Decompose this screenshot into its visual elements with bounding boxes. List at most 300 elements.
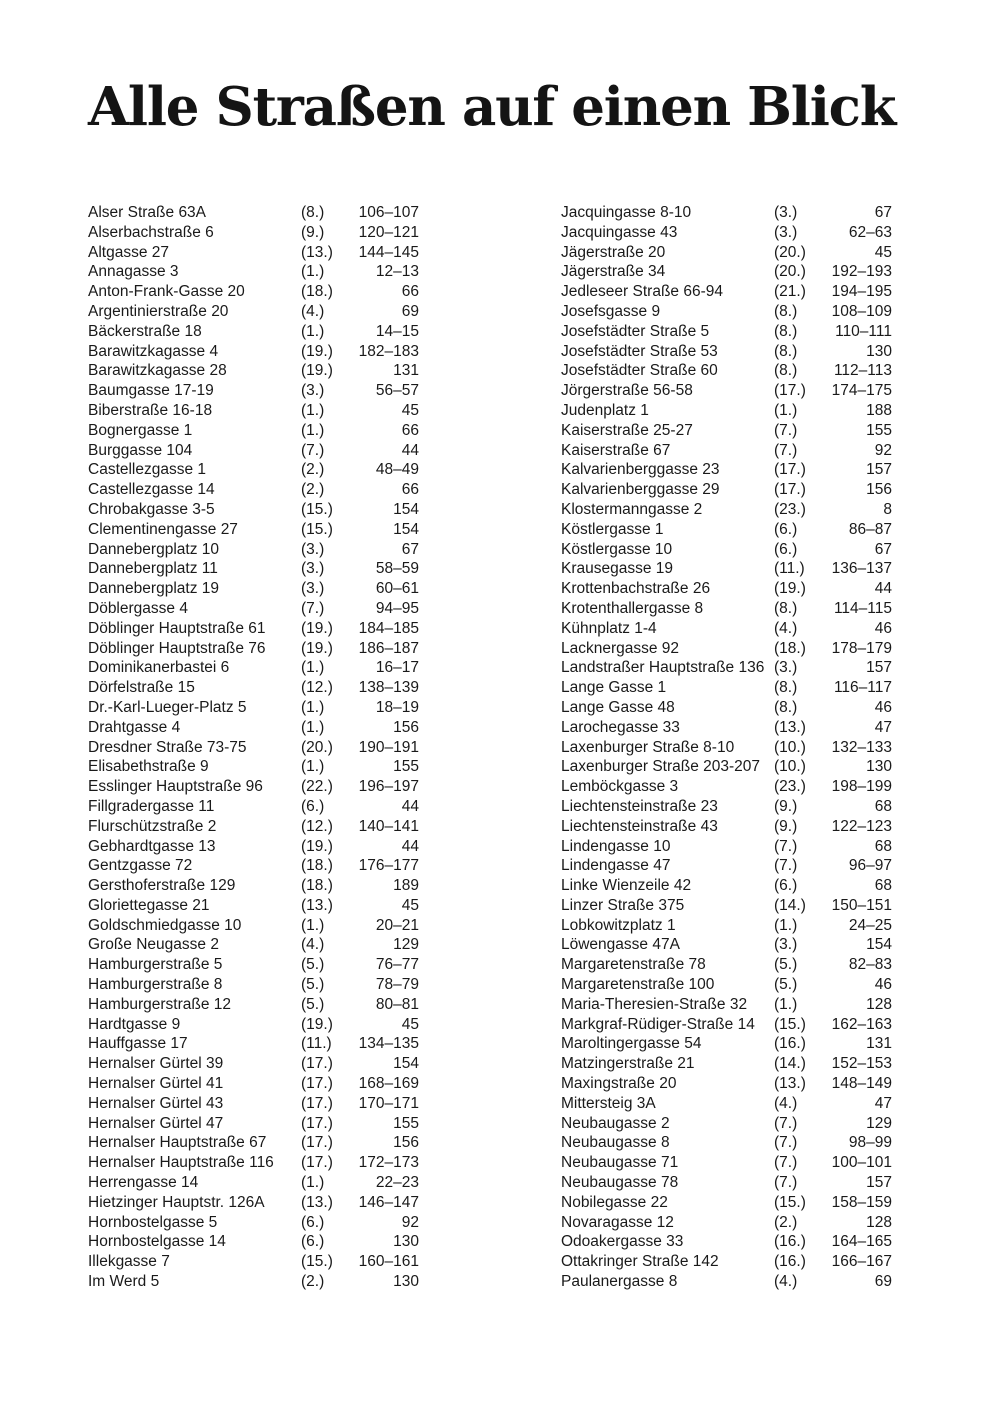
page-reference: 45	[874, 243, 892, 261]
district-number: (3.)	[774, 936, 798, 954]
street-index-row	[88, 1213, 419, 1233]
page-reference: 157	[866, 1174, 892, 1192]
street-name: Barawitzkagasse 4	[88, 342, 219, 360]
street-index-row	[561, 500, 892, 520]
district-number: (7.)	[774, 1174, 798, 1192]
street-index-row	[561, 896, 892, 916]
page-reference: 68	[874, 797, 892, 815]
street-name: Judenplatz 1	[561, 401, 649, 419]
street-name: Herrengasse 14	[88, 1174, 199, 1192]
street-name: Annagasse 3	[88, 263, 179, 281]
street-name: Köstlergasse 10	[561, 540, 673, 558]
street-index-row	[561, 460, 892, 480]
district-number: (1.)	[774, 401, 798, 419]
street-name: Hernalser Gürtel 39	[88, 1055, 224, 1073]
district-number: (3.)	[774, 223, 798, 241]
street-index-row	[561, 243, 892, 263]
district-number: (18.)	[301, 857, 333, 875]
street-index-row	[88, 678, 419, 698]
street-index-row	[88, 619, 419, 639]
street-index-row	[88, 639, 419, 659]
street-name: Illekgasse 7	[88, 1253, 170, 1271]
street-name: Dannebergplatz 11	[88, 560, 218, 578]
street-name: Lobkowitzplatz 1	[561, 916, 676, 934]
page-reference: 184–185	[358, 619, 419, 637]
page-reference: 154	[393, 500, 419, 518]
street-name: Mittersteig 3A	[561, 1094, 656, 1112]
street-name: Jedleseer Straße 66-94	[561, 283, 723, 301]
district-number: (15.)	[301, 520, 333, 538]
street-index-row	[561, 1193, 892, 1213]
street-index-row	[561, 1034, 892, 1054]
page-reference: 18–19	[375, 698, 419, 716]
street-name: Novaragasse 12	[561, 1213, 674, 1231]
district-number: (20.)	[301, 738, 333, 756]
street-index-row	[88, 1094, 419, 1114]
street-name: Bäckerstraße 18	[88, 322, 202, 340]
street-name: Lemböckgasse 3	[561, 778, 679, 796]
street-name: Neubaugasse 71	[561, 1154, 679, 1172]
street-index-row	[88, 1114, 419, 1134]
district-number: (6.)	[301, 797, 325, 815]
district-number: (4.)	[301, 302, 325, 320]
street-index-row	[88, 579, 419, 599]
street-index-row	[561, 658, 892, 678]
street-index-row	[88, 559, 419, 579]
street-index-row	[561, 322, 892, 342]
street-name: Margaretenstraße 100	[561, 976, 715, 994]
street-index-row	[561, 1094, 892, 1114]
district-number: (8.)	[774, 698, 798, 716]
street-name: Lindengasse 10	[561, 837, 671, 855]
street-name: Maria-Theresien-Straße 32	[561, 995, 748, 1013]
district-number: (1.)	[301, 401, 325, 419]
district-number: (16.)	[774, 1035, 806, 1053]
district-number: (18.)	[301, 283, 333, 301]
street-index-row	[88, 777, 419, 797]
district-number: (1.)	[301, 916, 325, 934]
street-index-row	[88, 1232, 419, 1252]
district-number: (8.)	[774, 362, 798, 380]
page-reference: 188	[866, 401, 892, 419]
district-number: (3.)	[301, 540, 325, 558]
street-name: Larochegasse 33	[561, 718, 680, 736]
street-index-row	[88, 1034, 419, 1054]
street-name: Lange Gasse 1	[561, 679, 667, 697]
district-number: (5.)	[301, 995, 325, 1013]
street-name: Ottakringer Straße 142	[561, 1253, 719, 1271]
district-number: (4.)	[774, 619, 798, 637]
page-reference: 108–109	[831, 302, 892, 320]
street-name: Lindengasse 47	[561, 857, 671, 875]
district-number: (6.)	[774, 520, 798, 538]
district-number: (9.)	[774, 817, 798, 835]
page-reference: 92	[874, 441, 892, 459]
district-number: (13.)	[301, 896, 333, 914]
district-number: (11.)	[774, 560, 805, 578]
street-name: Markgraf-Rüdiger-Straße 14	[561, 1015, 755, 1033]
street-name: Dominikanerbastei 6	[88, 659, 230, 677]
street-name: Burggasse 104	[88, 441, 193, 459]
street-name: Paulanergasse 8	[561, 1273, 678, 1291]
page-reference: 128	[866, 1213, 892, 1231]
district-number: (17.)	[301, 1055, 333, 1073]
page-reference: 156	[393, 1134, 419, 1152]
district-number: (18.)	[301, 877, 333, 895]
page-reference: 47	[874, 1094, 892, 1112]
street-index-row	[561, 1232, 892, 1252]
street-index-row	[88, 460, 419, 480]
district-number: (20.)	[774, 243, 806, 261]
page-reference: 160–161	[358, 1253, 419, 1271]
district-number: (19.)	[774, 580, 806, 598]
street-name: Josefstädter Straße 60	[561, 362, 718, 380]
street-index-row	[88, 520, 419, 540]
street-index-row	[561, 1213, 892, 1233]
street-name: Kalvarienberggasse 23	[561, 461, 720, 479]
street-name: Neubaugasse 2	[561, 1114, 670, 1132]
street-index-row	[88, 302, 419, 322]
street-name: Klostermanngasse 2	[561, 500, 703, 518]
page-reference: 129	[866, 1114, 892, 1132]
district-number: (16.)	[774, 1233, 806, 1251]
street-index-row	[88, 1054, 419, 1074]
page-reference: 110–111	[835, 322, 892, 340]
district-number: (17.)	[301, 1134, 333, 1152]
district-number: (15.)	[301, 1253, 333, 1271]
district-number: (19.)	[301, 1015, 333, 1033]
street-index-row	[88, 243, 419, 263]
street-index-row	[561, 1153, 892, 1173]
page-reference: 67	[401, 540, 419, 558]
street-index-row	[561, 856, 892, 876]
street-index-row	[561, 223, 892, 243]
page-reference: 44	[874, 580, 892, 598]
street-name: Maroltingergasse 54	[561, 1035, 702, 1053]
district-number: (6.)	[301, 1213, 325, 1231]
page-reference: 154	[393, 1055, 419, 1073]
page-reference: 130	[393, 1273, 419, 1291]
page-reference: 12–13	[375, 263, 419, 281]
street-name: Hornbostelgasse 14	[88, 1233, 226, 1251]
street-name: Argentinierstraße 20	[88, 302, 229, 320]
district-number: (2.)	[301, 481, 325, 499]
street-name: Anton-Frank-Gasse 20	[88, 283, 245, 301]
page-reference: 48–49	[375, 461, 419, 479]
district-number: (7.)	[774, 857, 798, 875]
district-number: (4.)	[774, 1094, 798, 1112]
page-reference: 190–191	[358, 738, 419, 756]
street-index-row	[88, 856, 419, 876]
street-name: Hernalser Gürtel 41	[88, 1075, 224, 1093]
district-number: (7.)	[774, 1114, 798, 1132]
district-number: (17.)	[774, 461, 806, 479]
street-name: Dannebergplatz 10	[88, 540, 219, 558]
page-reference: 164–165	[831, 1233, 892, 1251]
street-index-row	[561, 619, 892, 639]
page-reference: 116–117	[833, 679, 892, 697]
page-reference: 67	[874, 540, 892, 558]
page-reference: 148–149	[831, 1075, 892, 1093]
page-reference: 46	[874, 698, 892, 716]
street-index-row	[561, 718, 892, 738]
page-reference: 154	[866, 936, 892, 954]
street-index-row	[88, 480, 419, 500]
page-reference: 16–17	[375, 659, 419, 677]
district-number: (12.)	[301, 817, 333, 835]
page-reference: 66	[401, 283, 419, 301]
district-number: (8.)	[774, 302, 798, 320]
street-index-row	[88, 995, 419, 1015]
district-number: (14.)	[774, 896, 806, 914]
street-index-row	[88, 698, 419, 718]
street-index-row	[88, 322, 419, 342]
street-index-row	[561, 1015, 892, 1035]
street-index-row	[561, 203, 892, 223]
street-name: Josefstädter Straße 53	[561, 342, 718, 360]
page-reference: 157	[866, 461, 892, 479]
district-number: (15.)	[774, 1193, 806, 1211]
district-number: (13.)	[774, 1075, 806, 1093]
street-name: Dannebergplatz 19	[88, 580, 219, 598]
district-number: (7.)	[774, 1154, 798, 1172]
page-reference: 166–167	[831, 1253, 892, 1271]
street-index-row	[88, 896, 419, 916]
street-index-row	[88, 203, 419, 223]
page-reference: 86–87	[848, 520, 892, 538]
street-index-row	[561, 817, 892, 837]
street-index-row	[561, 797, 892, 817]
page-reference: 194–195	[831, 283, 892, 301]
district-number: (1.)	[301, 758, 325, 776]
street-name: Lacknergasse 92	[561, 639, 680, 657]
page-reference: 120–121	[358, 223, 419, 241]
district-number: (1.)	[301, 263, 325, 281]
page-reference: 44	[401, 837, 419, 855]
page-reference: 56–57	[375, 382, 419, 400]
page-reference: 162–163	[831, 1015, 892, 1033]
district-number: (11.)	[301, 1035, 332, 1053]
street-index-row	[561, 1133, 892, 1153]
district-number: (4.)	[774, 1273, 798, 1291]
street-index-row	[88, 718, 419, 738]
page-reference: 80–81	[375, 995, 419, 1013]
page-reference: 154	[393, 520, 419, 538]
street-name: Dörfelstraße 15	[88, 679, 195, 697]
street-index-row	[561, 777, 892, 797]
page-reference: 157	[866, 659, 892, 677]
district-number: (14.)	[774, 1055, 806, 1073]
street-name: Esslinger Hauptstraße 96	[88, 778, 263, 796]
district-number: (13.)	[301, 243, 333, 261]
district-number: (1.)	[301, 322, 325, 340]
street-index-row	[561, 1054, 892, 1074]
street-index-row	[561, 916, 892, 936]
street-index-row	[561, 579, 892, 599]
page-reference: 82–83	[848, 956, 892, 974]
page-reference: 138–139	[358, 679, 419, 697]
street-name: Löwengasse 47A	[561, 936, 680, 954]
street-index-row	[88, 797, 419, 817]
street-index-row	[561, 1074, 892, 1094]
street-name: Bognergasse 1	[88, 421, 193, 439]
page-reference: 131	[393, 362, 419, 380]
street-name: Jägerstraße 20	[561, 243, 666, 261]
district-number: (17.)	[301, 1075, 333, 1093]
page-reference: 192–193	[831, 263, 892, 281]
district-number: (16.)	[774, 1253, 806, 1271]
page-reference: 129	[393, 936, 419, 954]
street-name: Baumgasse 17-19	[88, 382, 214, 400]
street-index-row	[88, 1252, 419, 1272]
street-name: Gentzgasse 72	[88, 857, 193, 875]
page-reference: 186–187	[358, 639, 419, 657]
page-reference: 114–115	[833, 599, 892, 617]
street-name: Margaretenstraße 78	[561, 956, 706, 974]
page-reference: 156	[866, 481, 892, 499]
street-index-row	[561, 1114, 892, 1134]
district-number: (17.)	[774, 481, 806, 499]
street-index-row	[88, 401, 419, 421]
page-reference: 132–133	[831, 738, 892, 756]
street-index-row	[88, 441, 419, 461]
street-index-row	[561, 975, 892, 995]
district-number: (7.)	[774, 441, 798, 459]
page-reference: 94–95	[375, 599, 419, 617]
page-reference: 45	[401, 401, 419, 419]
street-name: Döblergasse 4	[88, 599, 188, 617]
district-number: (23.)	[774, 778, 806, 796]
page-reference: 60–61	[375, 580, 419, 598]
page-reference: 196–197	[358, 778, 419, 796]
district-number: (17.)	[774, 382, 806, 400]
street-name: Hernalser Hauptstraße 116	[88, 1154, 274, 1172]
street-name: Josefsgasse 9	[561, 302, 661, 320]
page-reference: 14–15	[375, 322, 419, 340]
street-name: Chrobakgasse 3-5	[88, 500, 215, 518]
street-index-row	[88, 342, 419, 362]
page-reference: 45	[401, 896, 419, 914]
page-reference: 128	[866, 995, 892, 1013]
page-reference: 66	[401, 421, 419, 439]
street-name: Clementinengasse 27	[88, 520, 238, 538]
street-name: Landstraßer Hauptstraße 136	[561, 659, 765, 677]
street-index-row	[88, 361, 419, 381]
district-number: (3.)	[774, 204, 798, 221]
street-index-row	[88, 1015, 419, 1035]
page-reference: 46	[874, 619, 892, 637]
street-index-row	[88, 540, 419, 560]
page-reference: 174–175	[831, 382, 892, 400]
street-index-row	[561, 935, 892, 955]
page-reference: 68	[874, 877, 892, 895]
page-reference: 78–79	[375, 976, 419, 994]
street-index-row	[88, 658, 419, 678]
district-number: (12.)	[301, 679, 333, 697]
street-name: Linzer Straße 375	[561, 896, 685, 914]
page-reference: 106–107	[358, 204, 419, 221]
district-number: (5.)	[301, 956, 325, 974]
street-index-row	[561, 282, 892, 302]
page-reference: 144–145	[358, 243, 419, 261]
street-index-right-column	[561, 203, 892, 1292]
page-reference: 62–63	[848, 223, 892, 241]
street-name: Elisabethstraße 9	[88, 758, 209, 776]
street-name: Hernalser Gürtel 47	[88, 1114, 224, 1132]
district-number: (6.)	[774, 540, 798, 558]
district-number: (2.)	[301, 461, 325, 479]
district-number: (1.)	[301, 1174, 325, 1192]
page-reference: 66	[401, 481, 419, 499]
street-name: Nobilegasse 22	[561, 1193, 668, 1211]
district-number: (1.)	[301, 698, 325, 716]
page-title: Alle Straßen auf einen Blick	[88, 76, 896, 138]
street-name: Hamburgerstraße 5	[88, 956, 223, 974]
street-index-row	[88, 975, 419, 995]
street-name: Josefstädter Straße 5	[561, 322, 710, 340]
street-name: Alser Straße 63A	[88, 204, 207, 221]
street-name: Biberstraße 16-18	[88, 401, 213, 419]
page-reference: 198–199	[831, 778, 892, 796]
district-number: (1.)	[301, 421, 325, 439]
page-reference: 8	[883, 500, 892, 518]
district-number: (13.)	[774, 718, 806, 736]
district-number: (9.)	[774, 797, 798, 815]
district-number: (10.)	[774, 758, 806, 776]
page-reference: 155	[393, 758, 419, 776]
district-number: (1.)	[301, 718, 325, 736]
page-reference: 96–97	[848, 857, 892, 875]
page-reference: 155	[393, 1114, 419, 1132]
street-name: Krottenbachstraße 26	[561, 580, 711, 598]
street-index-row	[561, 540, 892, 560]
page-reference: 22–23	[375, 1174, 419, 1192]
district-number: (15.)	[301, 500, 333, 518]
street-name: Krotenthallergasse 8	[561, 599, 704, 617]
district-number: (19.)	[301, 362, 333, 380]
street-index-row	[88, 837, 419, 857]
street-name: Goldschmiedgasse 10	[88, 916, 242, 934]
street-name: Jörgerstraße 56-58	[561, 382, 693, 400]
street-index-row	[561, 1173, 892, 1193]
street-index-row	[561, 342, 892, 362]
street-name: Fillgradergasse 11	[88, 797, 215, 815]
street-index-row	[88, 421, 419, 441]
page-reference: 20–21	[375, 916, 419, 934]
district-number: (8.)	[774, 322, 798, 340]
page-reference: 68	[874, 837, 892, 855]
street-name: Matzingerstraße 21	[561, 1055, 695, 1073]
page-reference: 168–169	[358, 1075, 419, 1093]
street-index-row	[561, 876, 892, 896]
street-name: Kaiserstraße 67	[561, 441, 671, 459]
street-name: Hernalser Hauptstraße 67	[88, 1134, 267, 1152]
street-name: Castellezgasse 14	[88, 481, 215, 499]
page-reference: 178–179	[831, 639, 892, 657]
page-reference: 98–99	[848, 1134, 892, 1152]
street-name: Maxingstraße 20	[561, 1075, 677, 1093]
street-name: Dr.-Karl-Lueger-Platz 5	[88, 698, 247, 716]
page-reference: 112–113	[833, 362, 892, 380]
street-index-row	[88, 738, 419, 758]
page-reference: 146–147	[358, 1193, 419, 1211]
street-name: Kühnplatz 1-4	[561, 619, 657, 637]
street-index-row	[88, 282, 419, 302]
page-reference: 182–183	[358, 342, 419, 360]
street-index-row	[561, 837, 892, 857]
street-index-row	[88, 381, 419, 401]
street-index-row	[561, 757, 892, 777]
